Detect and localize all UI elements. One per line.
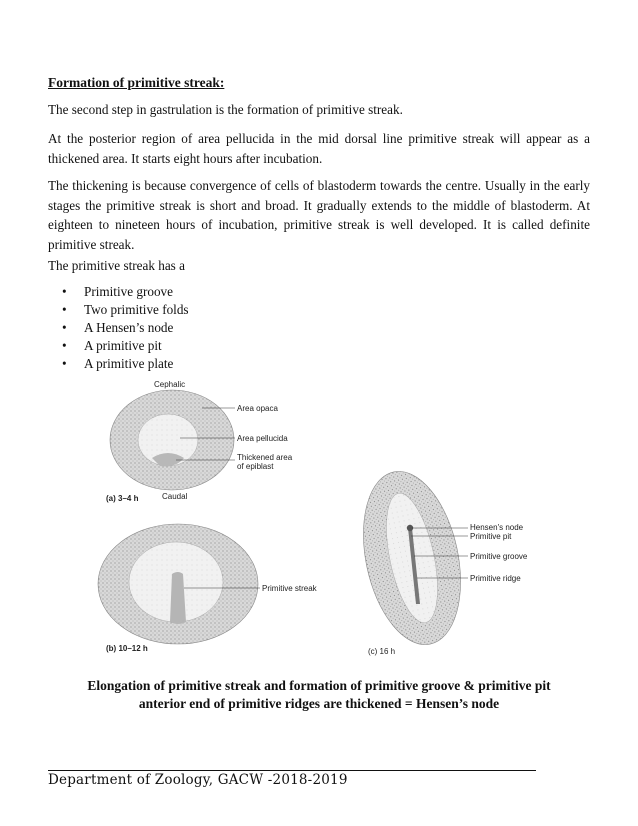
page-footer: Department of Zoology, GACW -2018-2019 [48, 772, 348, 788]
paragraph-3: The thickening is because convergence of cells of blastoderm towards the centre. Usually in the early stages the primitive streak is short and broad. It gradually extends to the middle of blastoderm. At eighteen to nineteen hours of incubation, primitive streak is well developed. It is called definite primitive streak. [48, 178, 590, 252]
hensens-node-label: Hensen's node [470, 523, 524, 532]
bullet-icon: • [62, 338, 67, 353]
stage-a-label: (a) 3–4 h [106, 494, 139, 503]
bullet-icon: • [62, 302, 67, 317]
primitive-pit-label: Primitive pit [470, 532, 512, 541]
section-heading: Formation of primitive streak: [48, 75, 225, 90]
diagram-c [349, 462, 528, 656]
caption-line-1: Elongation of primitive streak and formation of primitive groove & primitive pit [87, 678, 551, 693]
stage-b-label: (b) 10–12 h [106, 644, 148, 653]
figure-caption [48, 677, 590, 713]
bullet-icon: • [62, 284, 67, 299]
list-item: • A primitive pit [62, 338, 162, 353]
diagram-b [98, 524, 318, 653]
thickened-area-label: Thickened area [237, 453, 293, 462]
caption-line-2: anterior end of primitive ridges are thickened = Hensen’s node [138, 696, 500, 711]
caudal-label: Caudal [162, 492, 188, 501]
list-item: • Primitive groove [62, 284, 174, 299]
list-item: • A Hensen’s node [62, 320, 174, 335]
primitive-streak-figure [90, 378, 550, 658]
paragraph-1: The second step in gastrulation is the formation of primitive streak. [48, 102, 403, 117]
bullet-icon: • [62, 320, 67, 335]
paragraph-4: The primitive streak has a [48, 258, 185, 273]
area-opaca-label: Area opaca [237, 404, 278, 413]
list-item: • Two primitive folds [62, 302, 189, 317]
bullet-icon: • [62, 356, 67, 371]
list-item: • A primitive plate [62, 356, 174, 371]
primitive-streak-parts-list [62, 283, 189, 373]
primitive-groove-label: Primitive groove [470, 552, 528, 561]
stage-c-label: (c) 16 h [368, 647, 396, 656]
primitive-ridge-label: Primitive ridge [470, 574, 521, 583]
figure-illustration [90, 378, 550, 658]
epiblast-label: of epiblast [237, 462, 274, 471]
area-pellucida-label: Area pellucida [237, 434, 288, 443]
cephalic-label: Cephalic [154, 380, 186, 389]
primitive-streak-label: Primitive streak [262, 584, 317, 593]
diagram-a [106, 380, 293, 503]
paragraph-2: At the posterior region of area pellucida in the mid dorsal line primitive streak will appear as a thickened area. It starts eight hours after incubation. [48, 131, 590, 166]
footer-divider [48, 770, 536, 771]
